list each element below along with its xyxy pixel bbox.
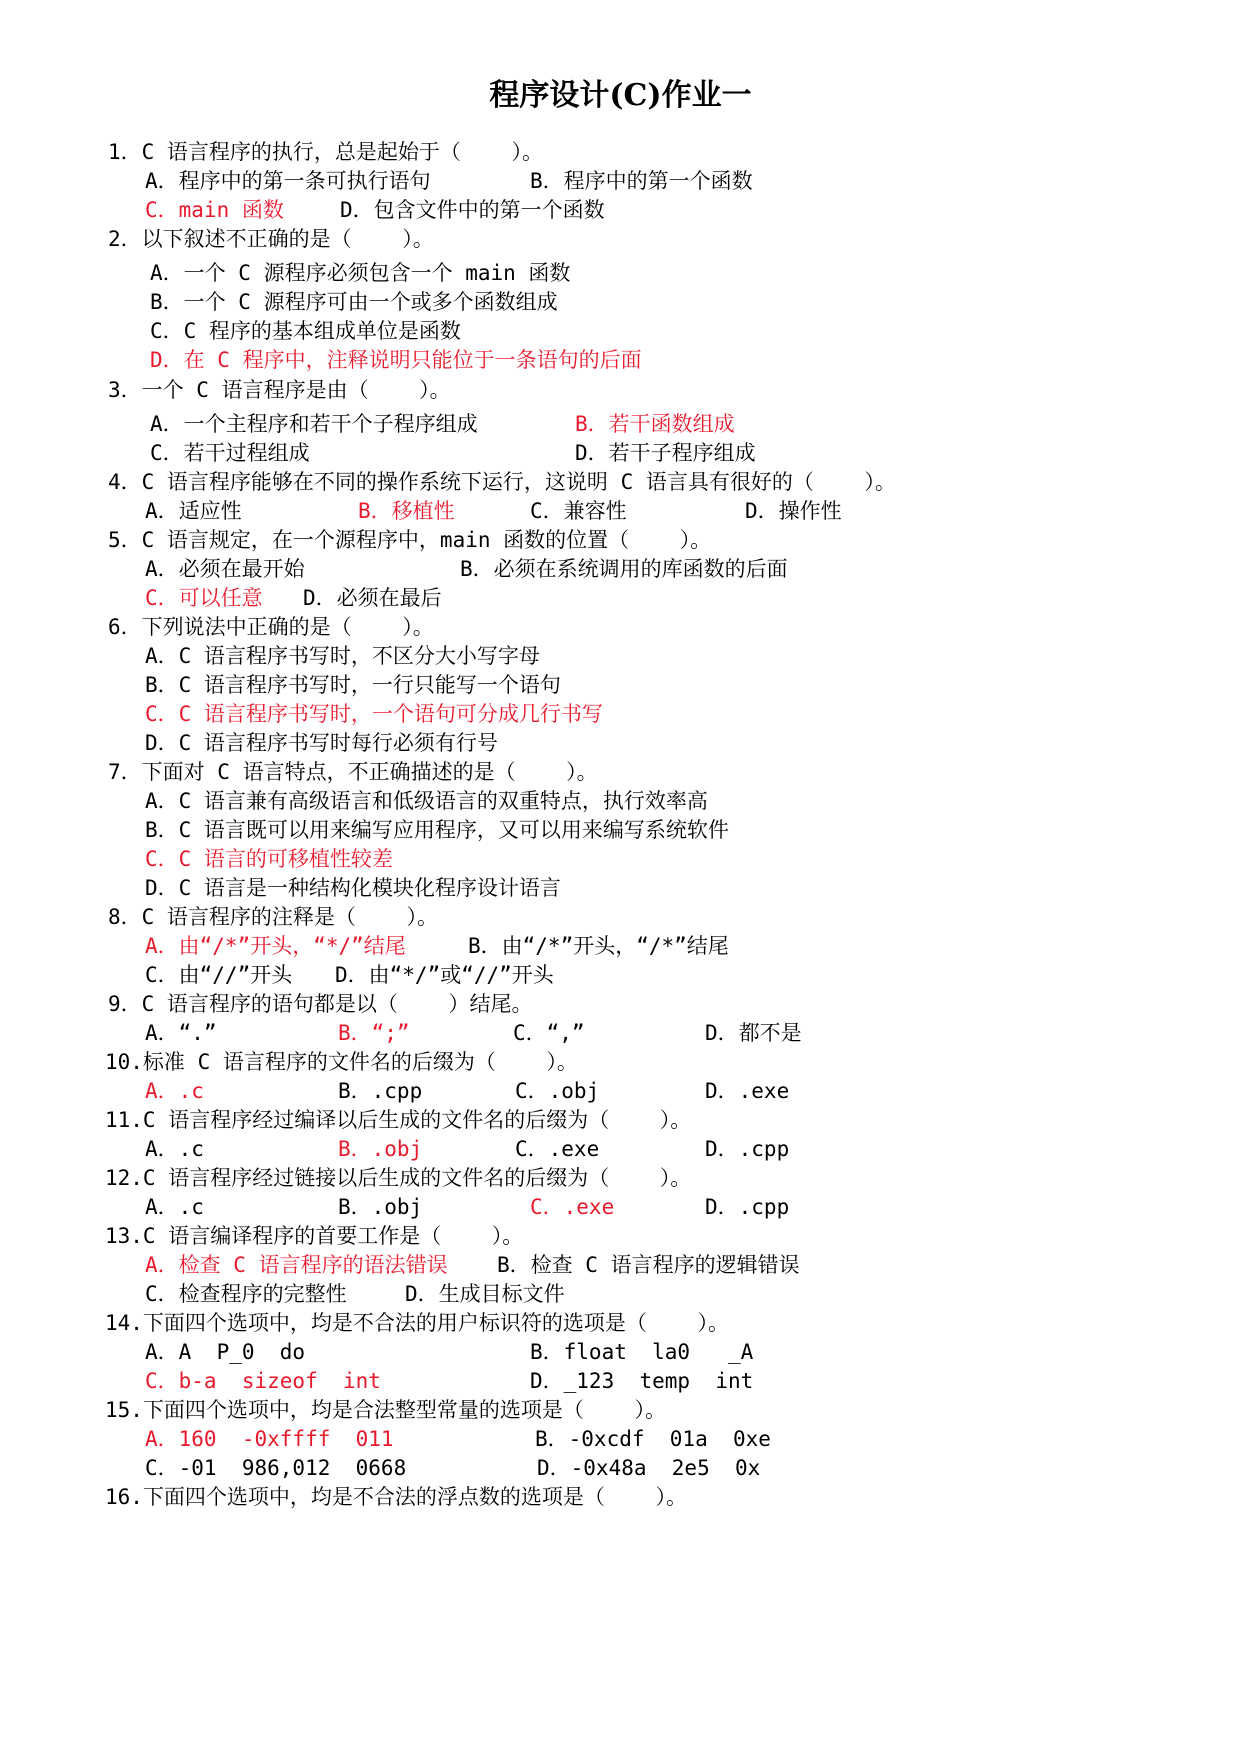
question-12-option-c: C．.exe	[530, 1195, 615, 1219]
question-8-option-c: C．由“//”开头	[145, 963, 293, 987]
question-9-option-c: C．“,”	[513, 1021, 585, 1045]
question-10-stem: 10.标准 C 语言程序的文件名的后缀为（ ）。	[105, 1050, 578, 1074]
question-10-option-c: C．.obj	[515, 1079, 600, 1103]
question-13-option-a: A．检查 C 语言程序的语法错误	[145, 1253, 448, 1277]
question-5-option-b: B．必须在系统调用的库函数的后面	[460, 557, 788, 581]
question-14-option-c: C．b-a sizeof int	[145, 1369, 381, 1393]
question-7-option-b: B．C 语言既可以用来编写应用程序，又可以用来编写系统软件	[145, 818, 729, 842]
question-2-option-a: A．一个 C 源程序必须包含一个 main 函数	[150, 261, 571, 285]
question-4-stem: 4．C 语言程序能够在不同的操作系统下运行，这说明 C 语言具有很好的（ ）。	[108, 470, 896, 494]
question-2-stem: 2．以下叙述不正确的是（ ）。	[108, 227, 434, 251]
question-15-option-d: D．-0x48a 2e5 0x	[537, 1456, 761, 1480]
question-7-option-d: D．C 语言是一种结构化模块化程序设计语言	[145, 876, 561, 900]
question-3-option-c: C．若干过程组成	[150, 441, 310, 465]
question-15-option-b: B．-0xcdf 01a 0xe	[535, 1427, 771, 1451]
question-12-stem: 12.C 语言程序经过链接以后生成的文件名的后缀为（ ）。	[105, 1166, 692, 1190]
question-10-option-d: D．.exe	[705, 1079, 790, 1103]
question-11-stem: 11.C 语言程序经过编译以后生成的文件名的后缀为（ ）。	[105, 1108, 692, 1132]
question-9-option-a: A．“.”	[145, 1021, 217, 1045]
question-5-option-a: A．必须在最开始	[145, 557, 305, 581]
question-1-option-a: A．程序中的第一条可执行语句	[145, 169, 431, 193]
question-15-stem: 15.下面四个选项中，均是合法整型常量的选项是（ ）。	[105, 1398, 666, 1422]
question-6-stem: 6．下列说法中正确的是（ ）。	[108, 615, 434, 639]
question-8-option-b: B．由“/*”开头，“/*”结尾	[468, 934, 729, 958]
question-10-option-a: A．.c	[145, 1079, 204, 1103]
question-11-option-b: B．.obj	[338, 1137, 423, 1161]
question-13-option-c: C．检查程序的完整性	[145, 1282, 347, 1306]
question-5-stem: 5．C 语言规定，在一个源程序中，main 函数的位置（ ）。	[108, 528, 712, 552]
question-14-option-d: D．_123 temp int	[530, 1369, 754, 1393]
question-16-stem: 16.下面四个选项中，均是不合法的浮点数的选项是（ ）。	[105, 1485, 687, 1509]
question-8-option-a: A．由“/*”开头，“*/”结尾	[145, 934, 406, 958]
question-9-option-b: B．“;”	[338, 1021, 410, 1045]
question-3-stem: 3．一个 C 语言程序是由（ ）。	[108, 378, 451, 402]
question-8-option-d: D．由“*/”或“//”开头	[335, 963, 554, 987]
question-2-option-b: B．一个 C 源程序可由一个或多个函数组成	[150, 290, 558, 314]
question-6-option-b: B．C 语言程序书写时，一行只能写一个语句	[145, 673, 561, 697]
question-15-option-a: A．160 -0xffff 011	[145, 1427, 394, 1451]
question-4-option-a: A．适应性	[145, 499, 242, 523]
question-1-option-c: C．main 函数	[145, 198, 284, 222]
question-1-option-d: D．包含文件中的第一个函数	[340, 198, 605, 222]
page-title: 程序设计(C)作业一	[489, 78, 752, 113]
question-4-option-d: D．操作性	[745, 499, 842, 523]
question-1-stem: 1．C 语言程序的执行，总是起始于（ ）。	[108, 140, 543, 164]
question-2-option-c: C．C 程序的基本组成单位是函数	[150, 319, 461, 343]
question-4-option-b: B．移植性	[358, 499, 455, 523]
question-7-stem: 7．下面对 C 语言特点，不正确描述的是（ ）。	[108, 760, 598, 784]
question-6-option-c: C．C 语言程序书写时，一个语句可分成几行书写	[145, 702, 603, 726]
question-5-option-d: D．必须在最后	[303, 586, 442, 610]
question-1-option-b: B．程序中的第一个函数	[530, 169, 753, 193]
question-4-option-c: C．兼容性	[530, 499, 627, 523]
question-12-option-d: D．.cpp	[705, 1195, 790, 1219]
question-14-stem: 14.下面四个选项中，均是不合法的用户标识符的选项是（ ）。	[105, 1311, 729, 1335]
question-12-option-b: B．.obj	[338, 1195, 423, 1219]
question-5-option-c: C．可以任意	[145, 586, 263, 610]
question-8-stem: 8．C 语言程序的注释是（ ）。	[108, 905, 439, 929]
question-3-option-b: B．若干函数组成	[575, 412, 735, 436]
question-7-option-a: A．C 语言兼有高级语言和低级语言的双重特点，执行效率高	[145, 789, 708, 813]
question-7-option-c: C．C 语言的可移植性较差	[145, 847, 393, 871]
question-14-option-b: B．float la0 _A	[530, 1340, 754, 1364]
question-6-option-a: A．C 语言程序书写时，不区分大小写字母	[145, 644, 540, 668]
question-11-option-a: A．.c	[145, 1137, 204, 1161]
question-13-stem: 13.C 语言编译程序的首要工作是（ ）。	[105, 1224, 524, 1248]
question-15-option-c: C．-01 986,012 0668	[145, 1456, 407, 1480]
question-10-option-b: B．.cpp	[338, 1079, 423, 1103]
question-6-option-d: D．C 语言程序书写时每行必须有行号	[145, 731, 498, 755]
question-11-option-c: C．.exe	[515, 1137, 600, 1161]
question-11-option-d: D．.cpp	[705, 1137, 790, 1161]
question-9-option-d: D．都不是	[705, 1021, 802, 1045]
question-2-option-d: D．在 C 程序中，注释说明只能位于一条语句的后面	[150, 348, 642, 372]
question-3-option-d: D．若干子程序组成	[575, 441, 756, 465]
question-3-option-a: A．一个主程序和若干个子程序组成	[150, 412, 478, 436]
question-13-option-b: B．检查 C 语言程序的逻辑错误	[497, 1253, 800, 1277]
question-9-stem: 9．C 语言程序的语句都是以（ ）结尾。	[108, 992, 533, 1016]
question-13-option-d: D．生成目标文件	[405, 1282, 565, 1306]
question-12-option-a: A．.c	[145, 1195, 204, 1219]
question-14-option-a: A．A P_0 do	[145, 1340, 306, 1364]
